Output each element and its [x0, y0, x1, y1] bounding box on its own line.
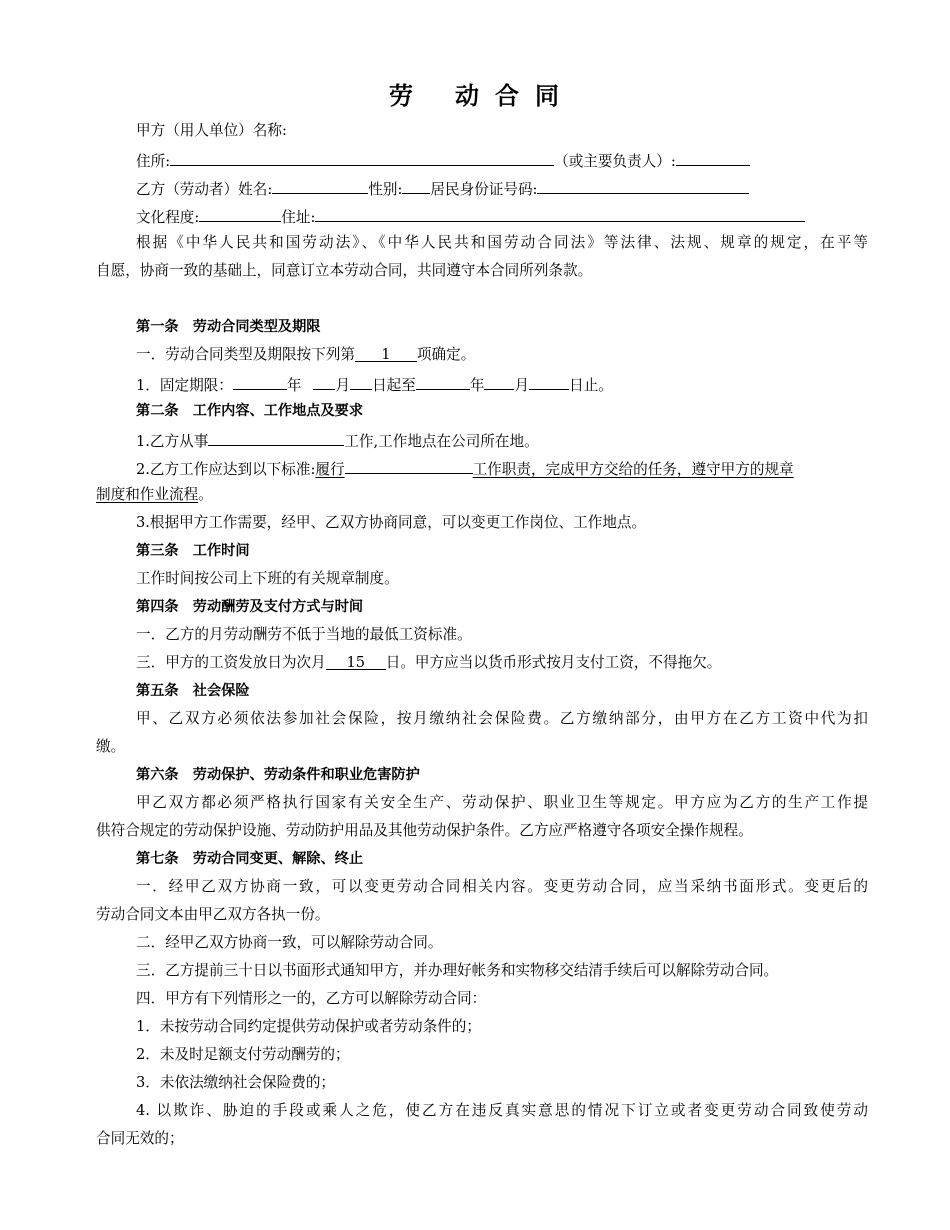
art4-line: 一．乙方的月劳动酬劳不低于当地的最低工资标准。 — [136, 626, 472, 643]
punct: 。 — [198, 486, 213, 503]
art7-line: 三．乙方提前三十日以书面形式通知甲方，并办理好帐务和实物移交结清手续后可以解除劳动合同。 — [136, 962, 779, 979]
art7-line: 4. 以欺诈、胁迫的手段或乘人之危，使乙方在违反真实意思的情况下订立或者变更劳动合同致使劳动 — [136, 1102, 868, 1119]
duty-field[interactable] — [345, 457, 473, 474]
art2-line: 3.根据甲方工作需要，经甲、乙双方协商同意，可以变更工作岗位、工作地点。 — [136, 514, 647, 531]
article-6-heading: 第六条 劳动保护、劳动条件和职业危害防护 — [136, 767, 420, 783]
art2-l3-underlined: 制度和作业流程 — [96, 486, 199, 503]
art5-line: 甲、乙双方必须依法参加社会保险，按月缴纳社会保险费。乙方缴纳部分，由甲方在乙方工资中代为扣 — [136, 710, 868, 727]
unit-text: 年 — [469, 377, 485, 394]
art1-l1-end: 项确定。 — [416, 346, 476, 363]
start-year-field[interactable] — [233, 373, 287, 390]
address-field[interactable] — [170, 149, 554, 166]
party-b-name-field[interactable] — [272, 177, 368, 194]
party-b-line — [136, 177, 908, 200]
article-5-heading: 第五条 社会保险 — [136, 683, 250, 699]
residence-field[interactable] — [315, 205, 805, 222]
principal-label: （或主要负责人）: — [554, 153, 676, 170]
art2-l2-underlined: 工作职责，完成甲方交给的任务，遵守甲方的规章 — [472, 461, 794, 478]
gender-field[interactable] — [402, 177, 430, 194]
art4-line — [136, 653, 908, 673]
education-field[interactable] — [199, 205, 281, 222]
start-month-field[interactable] — [313, 373, 335, 390]
payday-field[interactable]: 15 — [326, 653, 386, 670]
end-year-field[interactable] — [416, 373, 470, 390]
art7-line: 合同无效的； — [96, 1130, 184, 1147]
article-1-heading: 第一条 劳动合同类型及期限 — [136, 319, 321, 335]
article-2-heading: 第二条 工作内容、工作地点及要求 — [136, 403, 364, 419]
art1-line — [136, 373, 908, 396]
preamble-line: 根据《中华人民共和国劳动法》、《中华人民共和国劳动合同法》等法律、法规、规章的规定，在平等 — [136, 234, 868, 251]
document-title — [0, 76, 950, 111]
title-char: 同 — [535, 82, 561, 110]
education-label: 文化程度: — [136, 209, 200, 226]
unit-text: 日止。 — [569, 377, 613, 394]
art1-line — [136, 345, 908, 365]
job-field[interactable] — [208, 429, 344, 446]
art7-line: 2．未及时足额支付劳动酬劳的； — [136, 1046, 350, 1063]
residence-label: 住址: — [281, 209, 316, 226]
article-4-heading: 第四条 劳动酬劳及支付方式与时间 — [136, 599, 364, 615]
art7-line: 3．未依法缴纳社会保险费的； — [136, 1074, 336, 1091]
art5-line: 缴。 — [96, 738, 126, 755]
end-day-field[interactable] — [529, 373, 569, 390]
art2-line — [96, 485, 868, 505]
title-char: 合 — [495, 82, 521, 110]
art2-l1-text: 1.乙方从事 — [136, 433, 209, 450]
address-line — [136, 149, 908, 172]
art4-l2-end: 日。甲方应当以货币形式按月支付工资，不得拖欠。 — [385, 654, 722, 671]
start-day-field[interactable] — [350, 373, 372, 390]
art2-l2-underlined: 履行 — [315, 461, 345, 478]
title-char: 动 — [455, 82, 481, 110]
fixed-term-label: 1．固定期限： — [136, 377, 233, 394]
art7-line: 1．未按劳动合同约定提供劳动保护或者劳动条件的； — [136, 1018, 481, 1035]
article-3-heading: 第三条 工作时间 — [136, 543, 250, 559]
education-line — [136, 205, 908, 228]
unit-text: 月 — [514, 377, 530, 394]
art7-line: 二．经甲乙双方协商一致，可以解除劳动合同。 — [136, 934, 443, 951]
principal-field[interactable] — [676, 149, 750, 166]
id-number-label: 居民身份证号码: — [430, 181, 538, 198]
art2-l2-text: 2.乙方工作应达到以下标准: — [136, 461, 316, 478]
party-a-label: 甲方（用人单位）名称: — [136, 122, 287, 139]
art2-line — [136, 429, 908, 452]
art2-line — [136, 457, 908, 480]
art7-line: 四．甲方有下列情形之一的，乙方可以解除劳动合同： — [136, 990, 487, 1007]
preamble-line: 自愿，协商一致的基础上，同意订立本劳动合同，共同遵守本合同所列条款。 — [96, 262, 593, 279]
party-a-name-line — [136, 121, 908, 141]
art7-line: 一．经甲乙双方协商一致，可以变更劳动合同相关内容。变更劳动合同，应当采纳书面形式。变更后的 — [136, 878, 868, 895]
contract-type-field[interactable]: 1 — [355, 345, 417, 362]
article-7-heading: 第七条 劳动合同变更、解除、终止 — [136, 851, 364, 867]
address-label: 住所: — [136, 153, 171, 170]
art3-line: 工作时间按公司上下班的有关规章制度。 — [136, 570, 399, 587]
unit-text: 年 — [286, 377, 302, 394]
art1-l1-text: 一．劳动合同类型及期限按下列第 — [136, 346, 355, 363]
unit-text: 日起至 — [372, 377, 416, 394]
art6-line: 甲乙双方都必须严格执行国家有关安全生产、劳动保护、职业卫生等规定。甲方应为乙方的生产工作提 — [136, 794, 868, 811]
id-number-field[interactable] — [537, 177, 749, 194]
art6-line: 供符合规定的劳动保护设施、劳动防护用品及其他劳动保护条件。乙方应严格遵守各项安全操作规程。 — [96, 822, 753, 839]
title-char: 劳 — [389, 82, 415, 110]
art7-line: 劳动合同文本由甲乙双方各执一份。 — [96, 906, 330, 923]
party-b-name-label: 乙方（劳动者）姓名: — [136, 181, 273, 198]
end-month-field[interactable] — [484, 373, 514, 390]
gender-label: 性别: — [368, 181, 403, 198]
unit-text: 月 — [335, 377, 351, 394]
art4-l2-text: 三．甲方的工资发放日为次月 — [136, 654, 326, 671]
art2-l1-end: 工作,工作地点在公司所在地。 — [344, 433, 539, 450]
